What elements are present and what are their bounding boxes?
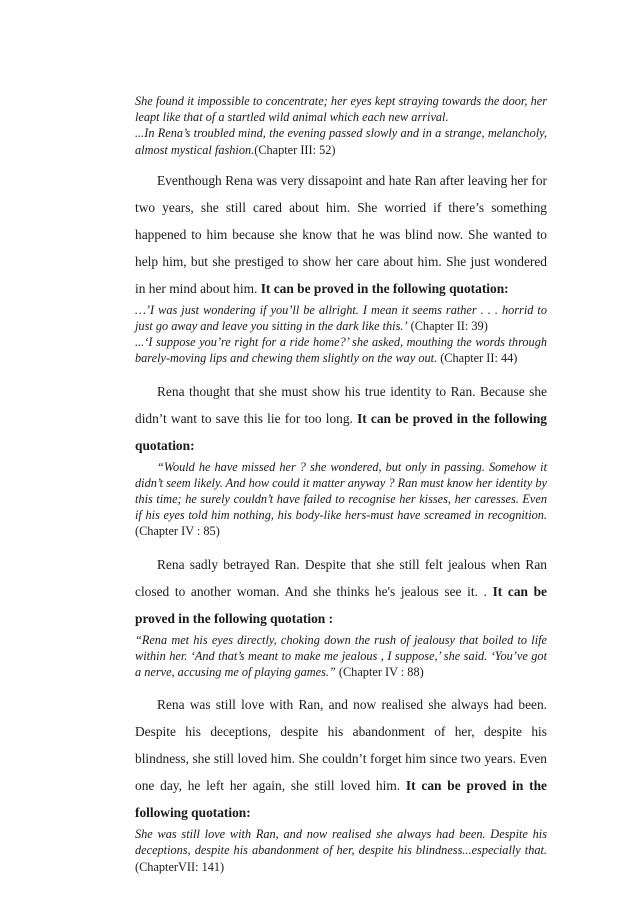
chapter-reference: (Chapter IV : 85): [135, 524, 220, 539]
proof-statement: It can be proved in the following quotation:: [135, 410, 547, 453]
quotation-block: [135, 302, 547, 367]
body-paragraph: [135, 378, 547, 459]
body-paragraph: [135, 691, 547, 826]
quotation-text: “Rena met his eyes directly, choking down the rush of jealousy that boiled to life within her. ‘And that’s meant to make me jealous , I suppose,’ she said. ‘You’ve got a nerve, accusing me of playing games.”: [135, 632, 547, 680]
proof-statement: It can be proved in the following quotation :: [135, 583, 547, 626]
quotation-text: She was still love with Ran, and now realised she always had been. Despite his deceptions, despite his abandonment of her, despite his blindness...especially that.: [135, 827, 547, 858]
quotation-block: [135, 459, 547, 540]
quotation-line: [135, 93, 547, 125]
quotation-text: …’I was just wondering if you’ll be allright. I mean it seems rather . . . horrid to just go away and leave you sitting in the dark like this.’: [135, 302, 547, 334]
chapter-reference: (Chapter III: 52): [254, 142, 336, 157]
chapter-reference: (Chapter II: 39): [407, 319, 488, 334]
quotation-block: [135, 632, 547, 681]
quotation-line: [135, 826, 547, 875]
quotation-text: ...In Rena’s troubled mind, the evening passed slowly and in a strange, melancholy, almost mystical fashion.: [135, 126, 547, 157]
paragraph-text: Rena sadly betrayed Ran. Despite that she still felt jealous when Ran closed to another woman. And she thinks he's jealous see it. .: [135, 556, 547, 599]
paragraph-text: Eventhough Rena was very dissapoint and hate Ran after leaving her for two years, she still cared about him. She worried if there’s something happened to him because she know that he was blind now. She wanted to help him, but she prestiged to show her care about him. She just wondered in her mind about him.: [135, 172, 547, 296]
quotation-line: [135, 459, 547, 540]
proof-statement: It can be proved in the following quotation:: [260, 280, 509, 296]
proof-statement: It can be proved in the following quotation:: [135, 778, 547, 821]
paragraph-text: Rena thought that she must show his true identity to Ran. Because she didn’t want to save this lie for too long.: [135, 383, 547, 426]
quotation-text: She found it impossible to concentrate; her eyes kept straying towards the door, her leapt like that of a startled wild animal which each new arrival.: [135, 94, 547, 125]
chapter-reference: (Chapter IV : 88): [335, 665, 424, 680]
body-paragraph: [135, 167, 547, 302]
quotation-text: ...‘I suppose you’re right for a ride home?’ she asked, mouthing the words through barely-moving lips and chewing them slightly on the way out.: [135, 335, 547, 366]
quotation-line: [135, 125, 547, 157]
quotation-line: [135, 302, 547, 334]
paragraph-text: Rena was still love with Ran, and now realised she always had been. Despite his deceptions, despite his abandonment of her, despite his blindness, she still loved him. She couldn’t forget him since two years. Even one day, he left her again, she still loved him.: [135, 697, 547, 794]
quotation-text: “Would he have missed her ? she wondered, but only in passing. Somehow it didn’t seem likely. And how could it matter anyway ? Ran must know her identity by this time; he surely couldn’t have failed to recognise her kisses, her caresses. Even if his eyes told him nothing, his body-like hers-must have screamed in recognition.: [135, 459, 547, 523]
body-paragraph: [135, 551, 547, 632]
document-page: [135, 93, 547, 875]
quotation-block: [135, 93, 547, 158]
quotation-block: [135, 826, 547, 875]
chapter-reference: (Chapter II: 44): [437, 351, 518, 366]
quotation-line: [135, 334, 547, 366]
chapter-reference: (ChapterVII: 141): [135, 859, 225, 874]
quotation-line: [135, 632, 547, 681]
